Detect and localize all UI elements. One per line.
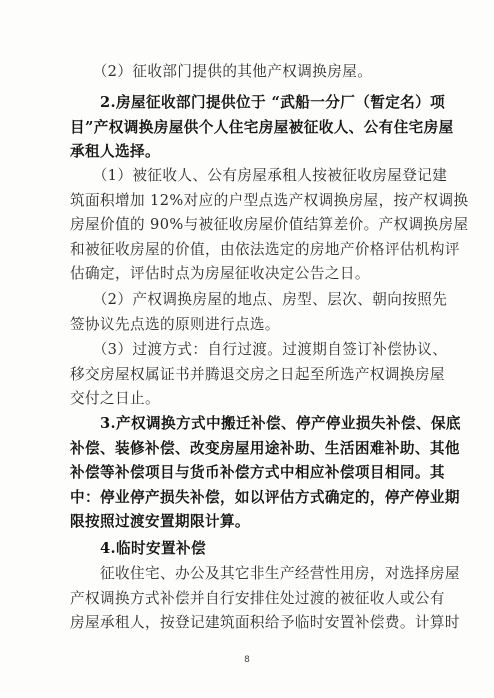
paragraph-temporary-resettlement xyxy=(70,562,460,636)
heading-section-4 xyxy=(70,537,426,562)
text-line: 征收住宅、办公及其它非生产经营性用房，对选择房屋 xyxy=(70,565,460,582)
text-line: 和被征收房屋的价值，由依法选定的房地产价格评估机构评 xyxy=(70,240,460,258)
text-line: 筑面积增加 12%对应的户型点选产权调换房屋，按产权调换 xyxy=(70,191,469,209)
text-line: 目”产权调换房屋供个人住宅房屋被征收人、公有住宅房屋 xyxy=(70,118,454,136)
text-line: 房屋承租人，按登记建筑面积给予临时安置补偿费。计算时 xyxy=(70,614,460,632)
text-line: （2）征收部门提供的其他产权调换房屋。 xyxy=(70,63,373,80)
text-line: 产权调换方式补偿并自行安排住处过渡的被征收人或公有 xyxy=(70,589,445,607)
text-line: 补偿等补偿项目与货币补偿方式中相应补偿项目相同。其 xyxy=(70,464,445,482)
text-line: 2.房屋征收部门提供位于 “武船一分厂（暂定名）项 xyxy=(70,94,446,111)
text-line: 移交房屋权属证书并腾退交房之日起至所选产权调换房屋 xyxy=(70,365,445,383)
paragraph-other-housing xyxy=(70,60,426,85)
page-number: 8 xyxy=(244,655,250,665)
text-line: 3.产权调换方式中搬迁补偿、停产停业损失补偿、保底 xyxy=(70,415,461,432)
text-line: （3）过渡方式：自行过渡。过渡期自签订补偿协议、 xyxy=(70,341,448,358)
text-line: 承租人选择。 xyxy=(70,143,160,161)
text-line: 4.临时安置补偿 xyxy=(70,540,206,557)
heading-section-3 xyxy=(70,412,461,535)
text-line: 补偿、装修补偿、改变房屋用途补助、生活困难补助、其他 xyxy=(70,439,460,457)
text-line: （2）产权调换房屋的地点、房型、层次、朝向按照先 xyxy=(70,291,448,308)
text-line: 中：停业停产损失补偿，如以评估方式确定的，停产停业期 xyxy=(70,488,460,506)
text-line: 房屋价值的 90%与被征收房屋价值结算差价。产权调换房屋 xyxy=(70,216,469,234)
text-line: 限按照过渡安置期限计算。 xyxy=(70,513,250,531)
text-line: 估确定，评估时点为房屋征收决定公告之日。 xyxy=(70,265,370,283)
paragraph-item-2-selection xyxy=(70,288,448,337)
text-line: （1）被征收人、公有房屋承租人按被征收房屋登记建 xyxy=(70,167,448,184)
paragraph-item-3-transition xyxy=(70,338,448,412)
text-line: 签协议先点选的原则进行点选。 xyxy=(70,315,280,333)
text-line: 交付之日止。 xyxy=(70,390,160,408)
heading-section-2 xyxy=(70,91,454,165)
paragraph-item-1-area xyxy=(70,164,469,287)
